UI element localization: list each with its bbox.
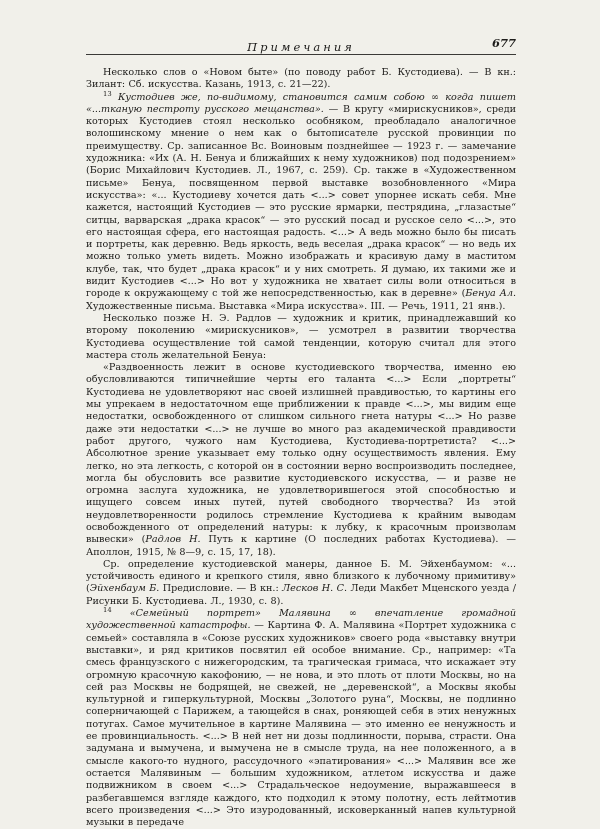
running-title: Примечания: [247, 40, 355, 54]
page-body: [86, 67, 516, 829]
italic-run: Кустодиев же, по-видимому, становится самим собою ∞ когда пишет «...тканую пестроту русского мещанства».: [86, 91, 516, 115]
paragraph: [86, 559, 516, 608]
paragraph: [86, 313, 516, 362]
page-number: 677: [491, 36, 516, 50]
text-run: «Раздвоенность лежит в основе кустодиевского творчества, именно ею обусловливаются типичнейшие черты его таланта <...> Если „портреты“ Кустодиева не удовлетворяют нас своей излишней правдивостью, то картины его мы упрекаем в недостаточном еще приближении к правде <...>, мы видим еще недостатки, освобожденного от слишком сильного гнета натуры <...> Но разве даже эти недостатки <...> не лучше во много раз академической правдивости работ другого, чужого нам Кустодиева, Кустодиева-портретиста? <...> Абсолютное зрение указывает ему только одну осуществимость явления. Ему легко, но эта легкость, с которой он в состоянии верно воспроизводить последнее, могла бы обусловить все развитие кустодиевского искусства, — и разве не огромна заслуга художника, не удовлетворившегося этой способностью и ищущего совсем иных путей, путей свободного творчества? Из этой неудовлетворенности родилось стремление Кустодиева к крайним выводам освобожденного от определений натуры: к лубку, к красочным произволам вывески» (: [86, 362, 516, 546]
page-header: [86, 36, 516, 52]
text-run: Художественные письма. Выставка «Мира искусства». III. — Речь, 1911, 21 янв.).: [86, 300, 506, 312]
italic-run: Эйхенбаум Б.: [89, 583, 160, 595]
footnote-number: 14: [103, 605, 112, 614]
italic-run: Лесков Н. С.: [282, 583, 348, 595]
text-run: Несколько слов о «Новом быте» (по поводу работ Б. Кустодиева). — В кн.: Зилант: Сб. искусства. Казань, 1913, с. 21—22).: [86, 67, 516, 91]
italic-run: Радлов Н.: [145, 534, 201, 546]
text-run: [112, 608, 130, 619]
italic-run: Бенуа Ал.: [465, 288, 516, 300]
header-rule: [86, 54, 516, 55]
text-run: — Картина Ф. А. Малявина «Портрет художника с семьей» составляла в «Союзе русских художников» своего рода «выставку внутри выставки», и ряд критиков посвятил ей особое внимание. Ср., например: «Та смесь французского с нижегородским, та трагическая гримаса, что искажает эту огромную красочную какофонию, — не нова, и это плоть от плоти Москвы, но на сей раз Москвы не бодрящей, не свежей, не „деревенской“, а Москвы якобы культурной и гиперкультурной, Москвы „Золотого руна“, Москвы, не подлинно соперничающей с Парижем, а тающейся в снах, роняющей себя в этих ненужных потугах. Самое мучительное в картине Малявина — это именно ее ненужность и ее провинциальность. <...> В ней нет ни дозы подлинности, порыва, страсти. Она задумана и вымучена, и вымучена не в смысле труда, на нее положенного, а в смысле какого-то нудного, рассудочного «эпатирования» <...> Малявин все же остается Малявиным — большим художником, атлетом искусства и даже подвижником в своем <...> Страдальческое недоумение, выражавшееся в разбегавшемся взгляде каждого, кто подходил к этому полотну, есть лейтмотив всего произведения <...> Это изуродованный, исковерканный напев культурной музыки в передаче: [86, 620, 516, 829]
paragraph: [86, 89, 516, 313]
footnote-number: 13: [103, 89, 112, 98]
paragraph: [86, 605, 517, 829]
text-run: Ср. определение кустодиевской манеры, данное Б. М. Эйхенбаумом: «... устойчивость единого и крепкого стиля, явно близкого к лубочному примитиву» (: [86, 558, 516, 595]
text-run: Леди Макбет Мценского уезда / Рисунки Б. Кустодиева. Л., 1930, с. 8).: [86, 583, 516, 607]
italic-run: «Семейный портрет» Малявина ∞ впечатление громадной художественной катастрофы.: [86, 608, 517, 632]
text-run: Предисловие. — В кн.:: [159, 583, 283, 595]
paragraph: [86, 362, 516, 559]
paragraph: [86, 67, 516, 92]
text-run: Путь к картине (О последних работах Кустодиева). — Аполлон, 1915, № 8—9, с. 15, 17, 18).: [86, 534, 516, 558]
text-run: — В кругу «мирискусников», среди которых Кустодиев стоял несколько особняком, преобладало аналогичное волошинскому мнение о нем как о бытописателе русской провинции по преимуществу. Ср. записанное Вс. Воиновым позднейшее — 1923 г. — замечание художника: «Их (А. Н. Бенуа и ближайших к нему художников) под подозрением» (Борис Михайлович Кустодиев. Л., 1967, с. 259). Ср. также в «Художественном письме» Бенуа, посвященном первой выставке возобновленного «Мира искусства»: «... Кустодиеву хочется дать <...> совет упорнее искать себя. Мне кажется, настоящий Кустодиев — это русские ярмарки, пестрядина, „глазастые“ ситцы, варварская „драка красок“ — это русский посад и русское село <...>, это его настоящая сфера, его настоящая радость. <...> А ведь можно было бы писать и портреты, как деревню. Ведь яркость, ведь веселая „драка красок“ — но ведь их можно только уметь видеть. Можно изображать и красивую даму в маститом клубе, так, что будет „драка красок“ и у них смотреть. Я думаю, их такими же и видит Кустодиев <...> Но вот у художника не хватает силы воли относиться в городе к окружающему с той же непосредственностью, как в деревне» (: [86, 103, 516, 300]
text-run: Несколько позже Н. Э. Радлов — художник и критик, принадлежавший ко второму поколению «мирискусников», — усмотрел в развитии творчества Кустодиева осуществление той самой тенденции, которую считал для этого мастера столь желательной Бенуа:: [86, 312, 516, 361]
